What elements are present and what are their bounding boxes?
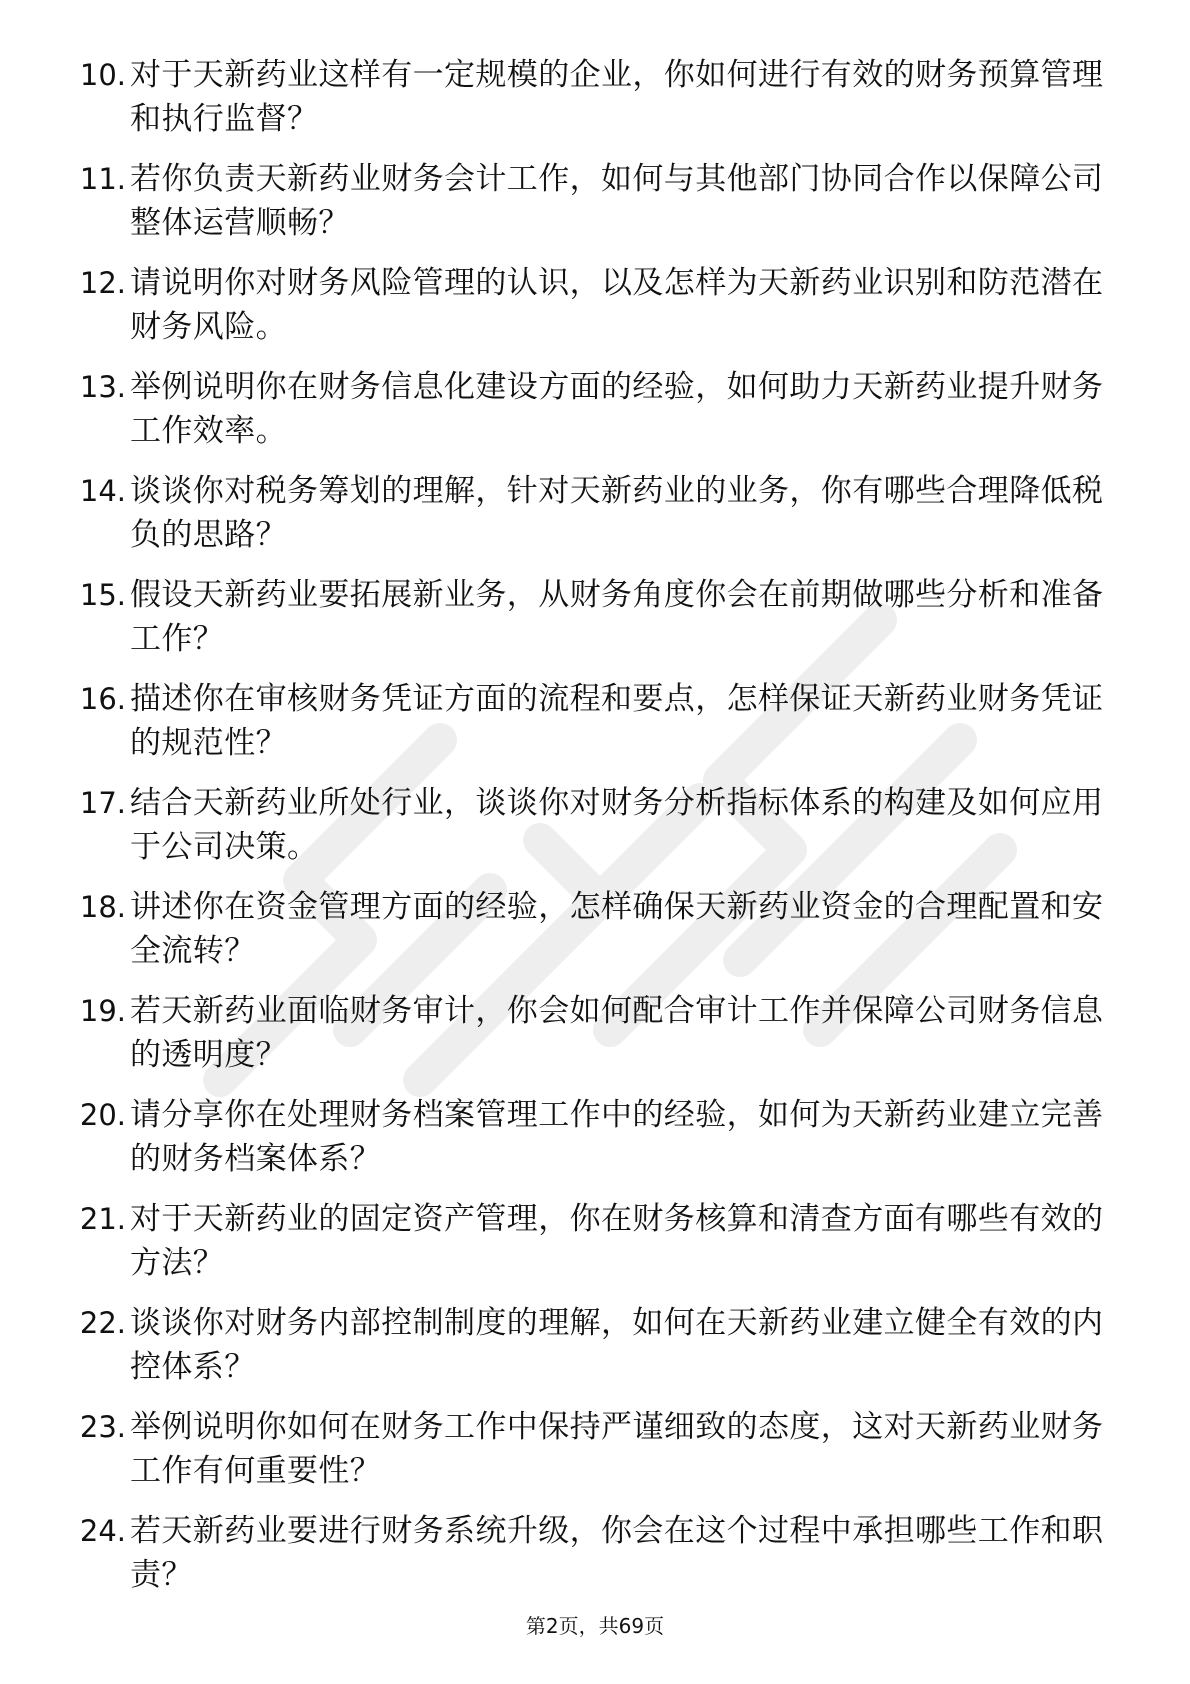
question-item bbox=[60, 50, 1120, 154]
question-text: 举例说明你如何在财务工作中保持严谨细致的态度，这对天新药业财务工作有何重要性？ bbox=[130, 1409, 1104, 1489]
question-item bbox=[60, 1090, 1120, 1194]
question-item bbox=[60, 1402, 1120, 1506]
question-text: 谈谈你对税务筹划的理解，针对天新药业的业务，你有哪些合理降低税负的思路？ bbox=[130, 473, 1104, 553]
question-item bbox=[60, 154, 1120, 258]
question-text: 谈谈你对财务内部控制制度的理解，如何在天新药业建立健全有效的内控体系？ bbox=[130, 1305, 1104, 1385]
question-text: 若天新药业要进行财务系统升级，你会在这个过程中承担哪些工作和职责？ bbox=[130, 1513, 1104, 1593]
question-item bbox=[60, 1194, 1120, 1298]
question-number: 23. bbox=[79, 1410, 126, 1444]
question-number: 24. bbox=[79, 1514, 126, 1548]
question-number: 11. bbox=[79, 162, 126, 196]
question-number: 14. bbox=[79, 474, 126, 508]
question-list bbox=[60, 50, 1120, 1610]
question-item bbox=[60, 778, 1120, 882]
question-item bbox=[60, 986, 1120, 1090]
question-number: 17. bbox=[79, 786, 126, 820]
question-item bbox=[60, 882, 1120, 986]
question-item bbox=[60, 1506, 1120, 1610]
question-text: 讲述你在资金管理方面的经验，怎样确保天新药业资金的合理配置和安全流转？ bbox=[130, 889, 1104, 969]
question-number: 16. bbox=[79, 682, 126, 716]
question-item bbox=[60, 258, 1120, 362]
question-text: 请分享你在处理财务档案管理工作中的经验，如何为天新药业建立完善的财务档案体系？ bbox=[130, 1097, 1104, 1177]
question-text: 若你负责天新药业财务会计工作，如何与其他部门协同合作以保障公司整体运营顺畅？ bbox=[130, 161, 1104, 241]
question-text: 假设天新药业要拓展新业务，从财务角度你会在前期做哪些分析和准备工作？ bbox=[130, 577, 1104, 657]
question-text: 请说明你对财务风险管理的认识，以及怎样为天新药业识别和防范潜在财务风险。 bbox=[130, 265, 1104, 345]
question-number: 12. bbox=[79, 266, 126, 300]
question-number: 20. bbox=[79, 1098, 126, 1132]
question-item bbox=[60, 674, 1120, 778]
question-number: 22. bbox=[79, 1306, 126, 1340]
question-number: 13. bbox=[79, 370, 126, 404]
question-item bbox=[60, 1298, 1120, 1402]
question-text: 举例说明你在财务信息化建设方面的经验，如何助力天新药业提升财务工作效率。 bbox=[130, 369, 1104, 449]
question-number: 19. bbox=[79, 994, 126, 1028]
page-indicator: 第2页，共69页 bbox=[525, 1614, 665, 1638]
question-text: 对于天新药业的固定资产管理，你在财务核算和清查方面有哪些有效的方法？ bbox=[130, 1201, 1104, 1281]
question-number: 21. bbox=[79, 1202, 126, 1236]
question-item bbox=[60, 362, 1120, 466]
question-text: 描述你在审核财务凭证方面的流程和要点，怎样保证天新药业财务凭证的规范性？ bbox=[130, 681, 1104, 761]
question-number: 10. bbox=[79, 58, 126, 92]
question-number: 15. bbox=[79, 578, 126, 612]
question-text: 结合天新药业所处行业，谈谈你对财务分析指标体系的构建及如何应用于公司决策。 bbox=[130, 785, 1104, 865]
question-text: 对于天新药业这样有一定规模的企业，你如何进行有效的财务预算管理和执行监督？ bbox=[130, 57, 1104, 137]
question-item bbox=[60, 466, 1120, 570]
question-item bbox=[60, 570, 1120, 674]
question-number: 18. bbox=[79, 890, 126, 924]
question-text: 若天新药业面临财务审计，你会如何配合审计工作并保障公司财务信息的透明度？ bbox=[130, 993, 1104, 1073]
